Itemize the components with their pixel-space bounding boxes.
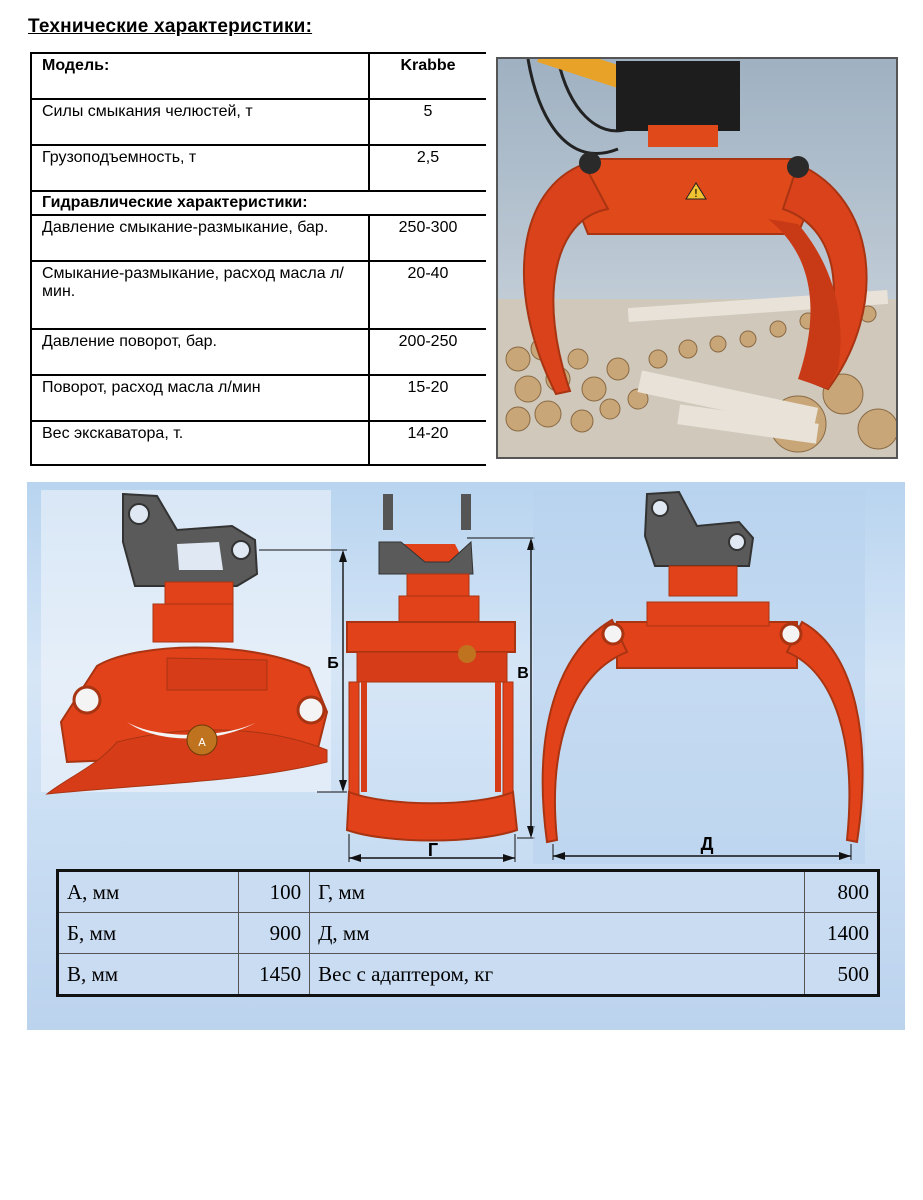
spec-row [31, 261, 486, 329]
grapple-photo [496, 57, 898, 459]
spec-row-model [31, 53, 486, 99]
label-v: В [517, 665, 529, 682]
spec-value: 200-250 [369, 329, 486, 375]
spec-row [31, 375, 486, 421]
front-view-drawing [347, 494, 535, 862]
spec-value: 15-20 [369, 375, 486, 421]
spec-value: 2,5 [369, 145, 486, 191]
label-a: А [198, 736, 206, 749]
dim-value: 500 [805, 954, 879, 996]
dimensions-table [56, 869, 880, 997]
label-b: Б [327, 655, 339, 672]
dim-label: Б, мм [58, 913, 239, 954]
dim-value: 900 [239, 913, 310, 954]
side-view-drawing [41, 490, 347, 794]
spec-row [31, 145, 486, 191]
spec-table [30, 52, 486, 466]
spec-row [31, 99, 486, 145]
spec-value: Krabbe [369, 53, 486, 99]
spec-label: Давление смыкание-размыкание, бар. [31, 215, 369, 261]
spec-label: Модель: [31, 53, 369, 99]
dims-row [58, 871, 879, 913]
spec-label: Вес экскаватора, т. [31, 421, 369, 465]
spec-row [31, 329, 486, 375]
spec-value: 5 [369, 99, 486, 145]
dim-value: 1400 [805, 913, 879, 954]
open-view-drawing [533, 490, 865, 864]
label-g: Г [427, 840, 439, 860]
spec-section-header [31, 191, 486, 215]
spec-label: Поворот, расход масла л/мин [31, 375, 369, 421]
spec-label: Смыкание-размыкание, расход масла л/мин. [31, 261, 369, 329]
dim-label: Д, мм [310, 913, 805, 954]
spec-value: 250-300 [369, 215, 486, 261]
spec-value: 20-40 [369, 261, 486, 329]
dims-row [58, 954, 879, 996]
spec-value: 14-20 [369, 421, 486, 465]
spec-label: Силы смыкания челюстей, т [31, 99, 369, 145]
page-title: Технические характеристики: [28, 16, 313, 37]
spec-label: Грузоподъемность, т [31, 145, 369, 191]
dim-value: 800 [805, 871, 879, 913]
dim-label: А, мм [58, 871, 239, 913]
spec-row [31, 215, 486, 261]
dim-label: Г, мм [310, 871, 805, 913]
dim-label: Вес с адаптером, кг [310, 954, 805, 996]
grapple-photo-illustration [498, 59, 896, 457]
label-d: Д [700, 834, 714, 854]
spec-label: Давление поворот, бар. [31, 329, 369, 375]
spec-row [31, 421, 486, 465]
svg-text:!: ! [693, 187, 699, 200]
dim-value: 1450 [239, 954, 310, 996]
dim-label: В, мм [58, 954, 239, 996]
dim-value: 100 [239, 871, 310, 913]
dims-row [58, 913, 879, 954]
spec-section-label: Гидравлические характеристики: [31, 191, 486, 215]
